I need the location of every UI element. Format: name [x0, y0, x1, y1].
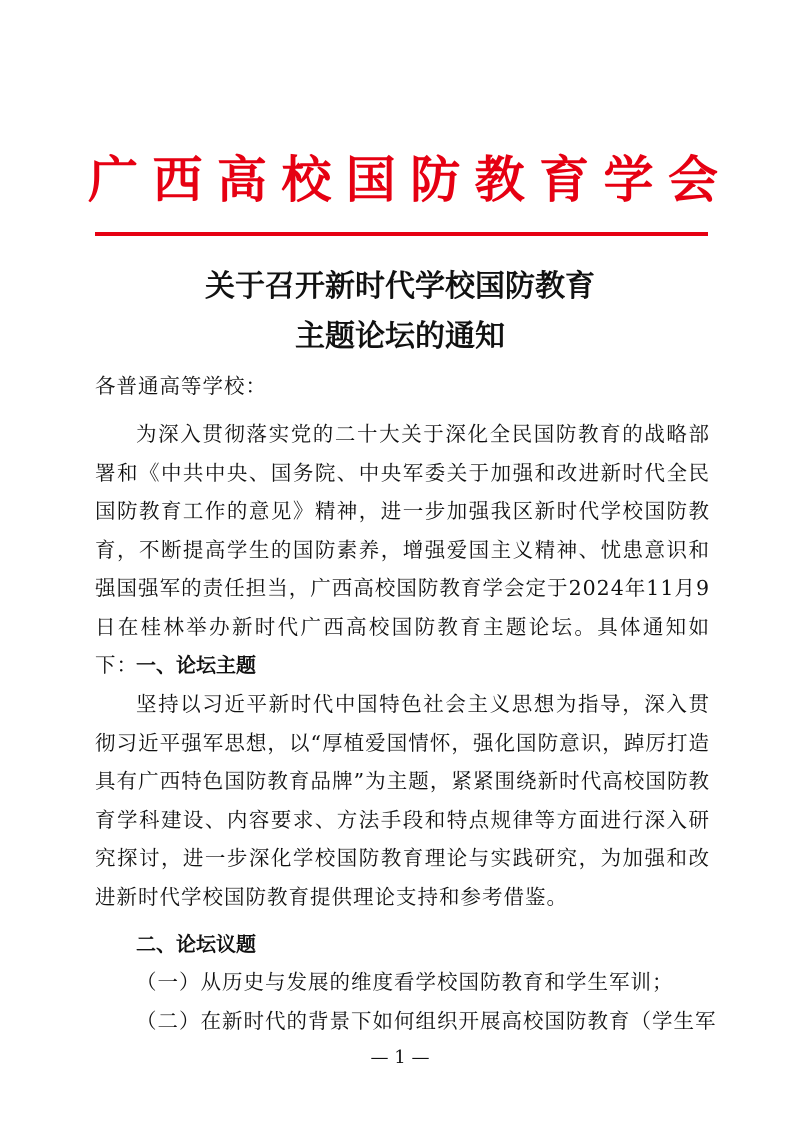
red-divider-line	[95, 232, 708, 236]
title-line-2: 主题论坛的通知	[295, 319, 505, 354]
section-2-heading: 二、论坛议题	[136, 932, 256, 956]
salutation: 各普通高等学校：	[95, 374, 267, 398]
title-line-1: 关于召开新时代学校国防教育	[205, 269, 595, 304]
intro-paragraph: 为深入贯彻落实党的二十大关于深化全民国防教育的战略部署和《中共中央、国务院、中央军委关于加强和改进新时代全民国防教育工作的意见》精神，进一步加强我区新时代学校国防教育，不断提高学生的国防素养，增强爱国主义精神、忧患意识和强国强军的责任担当，广西高校国防教育学会定于2024年11月9日在桂林举办新时代广西高校国防教育主题论坛。具体通知如下：	[95, 422, 710, 677]
section-2-item-1: （一）从历史与发展的维度看学校国防教育和学生军训；	[136, 970, 674, 994]
page-number: — 1 —	[370, 1047, 430, 1068]
section-1-paragraph: 坚持以习近平新时代中国特色社会主义思想为指导，深入贯彻习近平强军思想，以“厚植爱国情怀，强化国防意识，踔厉打造具有广西特色国防教育品牌”为主题，紧紧围绕新时代高校国防教育学科建设、内容要求、方法手段和特点规律等方面进行深入研究探讨，进一步深化学校国防教育理论与实践研究，为加强和改进新时代学校国防教育提供理论支持和参考借鉴。	[95, 692, 710, 909]
document-title	[100, 262, 700, 362]
organization-header: 广西高校国防教育学会	[88, 150, 718, 209]
section-1-heading: 一、论坛主题	[136, 653, 256, 677]
section-2-item-2: （二）在新时代的背景下如何组织开展高校国防教育（学生军	[136, 1009, 717, 1033]
